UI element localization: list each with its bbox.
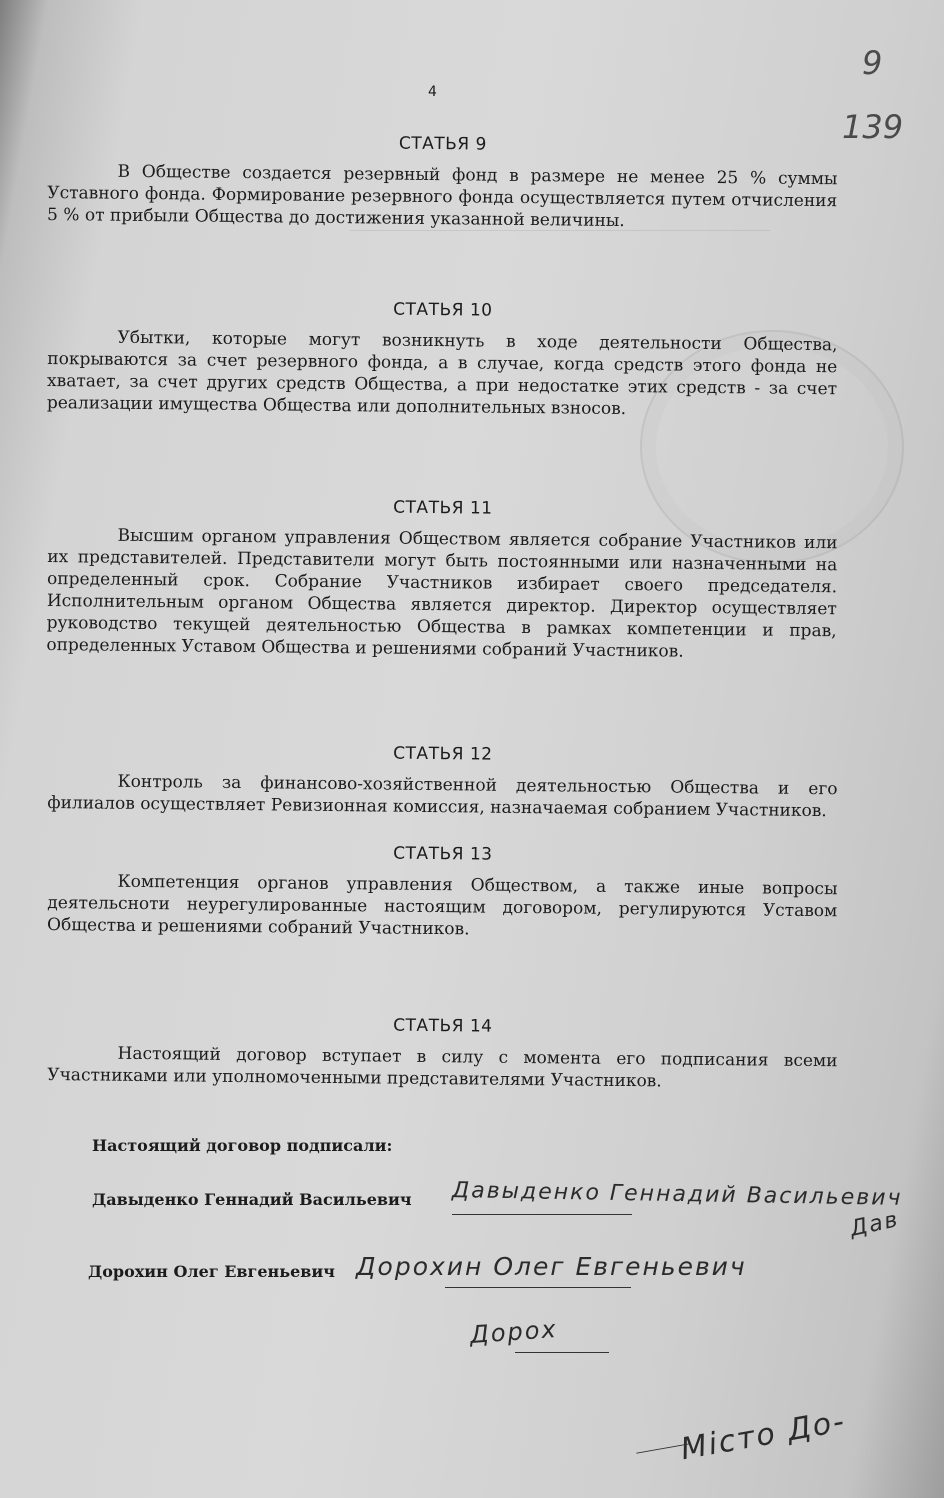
short-signature-underline (515, 1352, 609, 1353)
page-number: 4 (428, 84, 437, 100)
short-signature-1: Дав (847, 1207, 902, 1242)
short-signature-2: Дорох (469, 1314, 559, 1350)
article-14 (47, 1012, 838, 1094)
signed-heading: Настоящий договор подписали: (92, 1136, 393, 1155)
handwritten-note: Місто До- (678, 1403, 849, 1468)
handwritten-sheet-number: 9 (862, 44, 883, 82)
article-title: СТАТЬЯ 9 (398, 133, 487, 155)
article-title: СТАТЬЯ 10 (393, 299, 493, 321)
article-10 (47, 296, 838, 422)
article-text: Убытки, которые могут возникнуть в ходе деятельности Общества, покрываются за счет резервного фонда, а в случае, когда средств этого фонда не хватает, за счет других средств Общества, а при недостатке этих средств - за счет реализации имущества Общества или дополнительных взносов. (46, 327, 838, 420)
handwritten-signature-2: Дорохин Олег Евгеньевич (356, 1252, 747, 1281)
party-name-1: Давыденко Геннадий Васильевич (92, 1190, 412, 1209)
handwritten-signature-1: Давыденко Геннадий Васильевич (451, 1178, 903, 1211)
article-title: СТАТЬЯ 11 (393, 497, 493, 519)
article-text: Высшим органом управления Обществом является собрание Участников или их представителей. Представители могут быть постоянными или назначенными на определенный срок. Собрание Участников избирает своего председателя. Исполнительным органом Общества является директор. Директор осуществляет руководство текущей деятельностью Общества в рамках компетенции и прав, определенных Уставом Общества и решениями собраний Участников. (46, 525, 838, 662)
article-text: Контроль за финансово-хозяйственной деятельностью Общества и его филиалов осуществляет Ревизионная комиссия, назначаемая собранием Участников. (47, 771, 838, 822)
signature-line-1 (452, 1214, 632, 1215)
article-text: Настоящий договор вступает в силу с момента его подписания всеми Участниками или уполномоченными представителями Участников. (47, 1043, 838, 1092)
article-title: СТАТЬЯ 13 (393, 843, 493, 865)
article-9 (47, 130, 838, 234)
article-title: СТАТЬЯ 12 (393, 743, 493, 765)
party-name-2: Дорохин Олег Евгеньевич (88, 1262, 335, 1281)
article-13 (47, 840, 838, 944)
article-12 (47, 740, 838, 822)
article-11 (46, 494, 838, 664)
signature-line-2 (445, 1287, 631, 1288)
handwritten-folio-number: 139 (842, 108, 904, 146)
article-text: Компетенция органов управления Обществом, а также иные вопросы деятельсноти неурегулированные настоящим договором, регулируются Уставом Общества и решениями собраний Участников. (47, 871, 838, 940)
article-title: СТАТЬЯ 14 (393, 1015, 493, 1037)
article-text: В Обществе создается резервный фонд в размере не менее 25 % суммы Уставного фонда. Формирование резервного фонда осуществляется путем отчисления 5 % от прибыли Общества до достижения указанной величины. (47, 161, 838, 232)
